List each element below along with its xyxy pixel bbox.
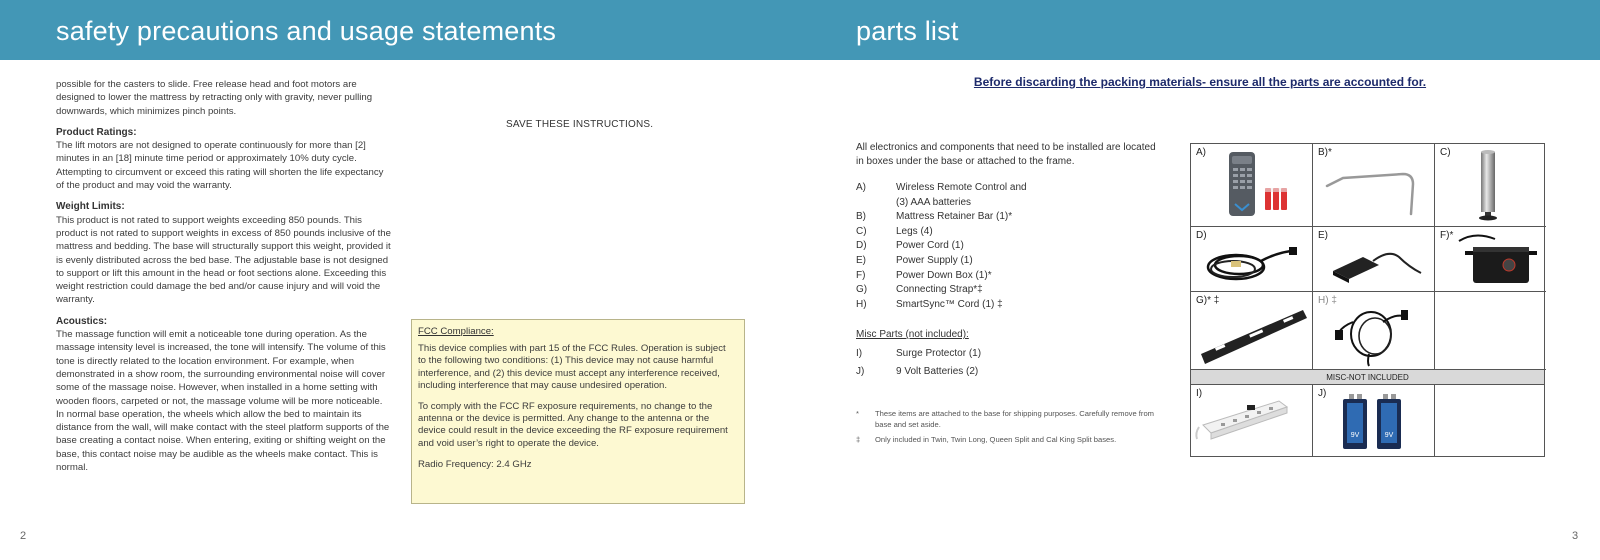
part-key: C) — [856, 225, 867, 237]
grid-cell-a — [1191, 144, 1313, 227]
page-number-left: 2 — [20, 530, 27, 542]
list-item — [856, 239, 1156, 254]
footnote-text: Only included in Twin, Twin Long, Queen Split and Cal King Split bases. — [875, 435, 1117, 444]
part-key: A) — [856, 182, 866, 193]
section-weight-limits — [56, 200, 392, 306]
power-cord-icon — [1191, 227, 1313, 292]
part-name — [896, 181, 1156, 210]
list-item — [856, 363, 1156, 381]
part-key: G) — [856, 284, 868, 296]
grid-cell-h — [1313, 292, 1435, 370]
part-name: 9 Volt Batteries (2) — [896, 365, 979, 377]
footnote-symbol: ‡ — [856, 435, 861, 444]
intro-paragraph: possible for the casters to slide. Free release head and foot motors are designed to lower the mattress by retracting only with gravity, never pulling downwards, which minimizes pinch points. — [56, 79, 373, 117]
grid-cell-d — [1191, 227, 1313, 292]
part-name: Connecting Strap*‡ — [896, 284, 983, 296]
part-name: SmartSync™ Cord (1) ‡ — [896, 298, 1003, 310]
misc-parts-list — [856, 345, 1156, 380]
misc-parts-title: Misc Parts (not included): — [856, 329, 969, 340]
footnote-symbol: * — [856, 409, 859, 418]
parts-heading: Before discarding the packing materials- ensure all the parts are accounted for. — [973, 75, 1427, 89]
parts-list — [856, 181, 1156, 312]
misc-not-included-banner: MISC-NOT INCLUDED — [1191, 370, 1544, 385]
battery-label: 9V — [1350, 432, 1360, 439]
list-item — [856, 210, 1156, 225]
list-item — [856, 345, 1156, 363]
section-body: The lift motors are not designed to operate continuously for more than [2] minutes in an [18] minute time period or approximately 10% duty cycle. Attempting to circumvent or exceed this rating will shorten the life expectancy of the product and may void the warranty. — [56, 140, 384, 192]
part-key: E) — [856, 254, 866, 266]
cell-label: J) — [1318, 388, 1327, 399]
part-key: F) — [856, 269, 866, 281]
cell-label: I) — [1196, 388, 1203, 399]
nine-volt-batteries-icon — [1313, 385, 1435, 456]
grid-cell-i — [1191, 385, 1313, 456]
fcc-paragraph-1: This device complies with part 15 of the FCC Rules. Operation is subject to the following two conditions: (1) This device may not cause harmful interference, and (2) this device must accept any interference received, including interference that may cause undesired operation. — [418, 343, 726, 391]
part-name: Power Supply (1) — [896, 254, 973, 266]
parts-intro: All electronics and components that need to be installed are located in boxes under the base or attached to the frame. — [856, 142, 1156, 167]
part-name-line-1: Wireless Remote Control and — [896, 182, 1027, 193]
smartsync-cord-icon — [1313, 292, 1435, 370]
left-page-title: safety precautions and usage statements — [56, 16, 557, 46]
section-heading: Acoustics: — [56, 315, 108, 327]
part-key: H) — [856, 298, 867, 310]
fcc-paragraph-2: To comply with the FCC RF exposure requirements, no change to the antenna or the device is permitted. Any change to the antenna or the device could result in the device exceeding the RF exposure requirement and void user’s right to operate the device. — [418, 401, 728, 449]
part-key: D) — [856, 240, 867, 252]
cell-label: B)* — [1318, 147, 1332, 158]
cell-label: D) — [1196, 230, 1207, 241]
cell-label: F)* — [1440, 230, 1454, 241]
fcc-compliance-box — [411, 319, 745, 504]
fcc-title: FCC Compliance: — [418, 326, 494, 337]
cell-label: G)* ‡ — [1196, 295, 1220, 306]
part-key: B) — [856, 211, 866, 223]
grid-cell-empty — [1435, 385, 1546, 456]
fcc-radio-frequency: Radio Frequency: 2.4 GHz — [418, 458, 532, 470]
footnote — [856, 434, 1156, 445]
grid-cell-j — [1313, 385, 1435, 456]
retainer-bar-icon — [1313, 144, 1435, 227]
power-down-box-icon — [1435, 227, 1545, 292]
section-body: The massage function will emit a noticeable tone during operation. As the massage intensity level is increased, the tone will intensify. The volume of this tone is directly related to the location environment. For example, when demonstrated in a show room, the surrounding environmental noise will cover some of the massage noise. However, when installed in a home setting with wooden floors, carpeted or not, the massage volume will be more noticeable. In normal base operation, the wheels which allow the bed to maintain its distance from the wall, will make contact with the steel platform supports of the base creating a contact noise. When entering, exiting or shifting weight on the base, this contact noise may be audible as the wheels make contact. This is normal. — [56, 329, 390, 474]
cell-label: A) — [1196, 147, 1206, 158]
cell-label: C) — [1440, 147, 1451, 158]
parts-grid — [1190, 143, 1545, 457]
list-item — [856, 254, 1156, 269]
list-item — [856, 269, 1156, 284]
grid-cell-e — [1313, 227, 1435, 292]
grid-cell-g — [1191, 292, 1313, 370]
grid-cell-c — [1435, 144, 1546, 227]
section-product-ratings — [56, 126, 392, 192]
list-item — [856, 181, 1156, 210]
section-acoustics — [56, 315, 392, 475]
grid-cell-b — [1313, 144, 1435, 227]
grid-cell-empty — [1435, 292, 1546, 370]
part-name: Surge Protector (1) — [896, 348, 982, 359]
footnote — [856, 408, 1156, 430]
battery-label: 9V — [1384, 432, 1394, 439]
cell-label: E) — [1318, 230, 1328, 241]
right-page-title: parts list — [856, 16, 959, 46]
cell-label: H) ‡ — [1318, 295, 1337, 306]
safety-text-column — [56, 78, 392, 474]
list-item — [856, 225, 1156, 240]
footnotes — [856, 408, 1156, 449]
part-name: Mattress Retainer Bar (1)* — [896, 211, 1013, 223]
section-body: This product is not rated to support weights exceeding 850 pounds. This product is not rated to support weights in excess of 850 pounds inclusive of the mattress and bedding. The base will structurally support this weight, provided it is evenly distributed across the bed base. The adjustable base is not designed to support or lift this amount in the head or foot sections alone. Exceeding this weight restriction could damage the bed and/or cause injury and will void the warranty. — [56, 214, 391, 306]
connecting-strap-icon — [1191, 292, 1313, 370]
part-name: Power Down Box (1)* — [896, 269, 992, 281]
leg-icon — [1435, 144, 1545, 227]
remote-control-icon — [1191, 144, 1313, 227]
part-key: J) — [856, 365, 865, 377]
section-heading: Weight Limits: — [56, 201, 125, 213]
section-heading: Product Ratings: — [56, 126, 137, 138]
page-number-right: 3 — [1572, 530, 1579, 542]
surge-protector-icon — [1191, 385, 1313, 456]
power-supply-icon — [1313, 227, 1435, 292]
footnote-text: These items are attached to the base for shipping purposes. Carefully remove from base and set aside. — [875, 409, 1154, 429]
part-name-line-2: (3) AAA batteries — [896, 196, 972, 208]
part-name: Power Cord (1) — [896, 240, 964, 252]
part-name: Legs (4) — [896, 225, 933, 237]
list-item — [856, 298, 1156, 313]
grid-cell-f — [1435, 227, 1546, 292]
list-item — [856, 283, 1156, 298]
save-instructions: SAVE THESE INSTRUCTIONS. — [506, 119, 654, 130]
part-key: I) — [856, 348, 863, 359]
